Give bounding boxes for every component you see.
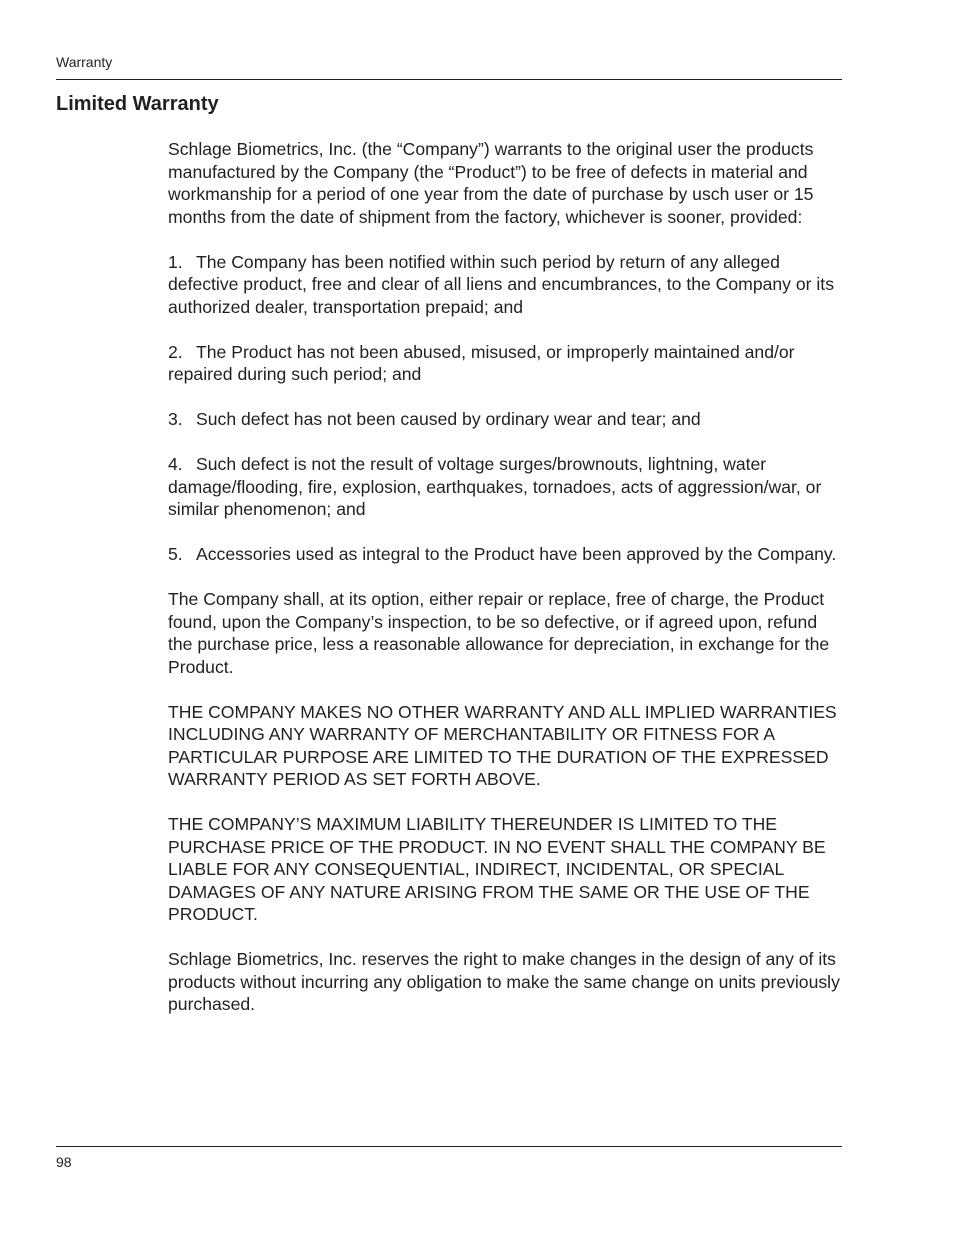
page-number: 98: [56, 1154, 72, 1170]
intro-paragraph: Schlage Biometrics, Inc. (the “Company”) warrants to the original user the products manufactured by the Company (the “Product”) to be free of defects in material and workmanship for a period of one year from the date of purchase by usch user or 15 months from the date of shipment from the factory, whichever is sooner, provided:: [168, 139, 814, 227]
condition-number: 5.: [168, 544, 183, 564]
condition-text: Accessories used as integral to the Product have been approved by the Company.: [196, 544, 837, 564]
header-rule: [56, 79, 842, 80]
condition-item: [168, 341, 844, 386]
condition-item: [168, 251, 844, 319]
condition-item: [168, 543, 844, 566]
condition-text: The Product has not been abused, misused, or improperly maintained and/or repaired during such period; and: [168, 341, 795, 384]
disclaimer-paragraph: THE COMPANY MAKES NO OTHER WARRANTY AND ALL IMPLIED WARRANTIES INCLUDING ANY WARRANTY OF MERCHANTABILITY OR FITNESS FOR A PARTICULAR PURPOSE ARE LIMITED TO THE DURATION OF THE EXPRESSED WARRANTY PERIOD AS SET FORTH ABOVE.: [168, 701, 837, 789]
condition-number: 2.: [168, 341, 183, 362]
condition-number: 1.: [168, 251, 183, 272]
condition-item: [168, 408, 844, 431]
condition-text: Such defect has not been caused by ordinary wear and tear; and: [196, 409, 701, 429]
footer-rule: [56, 1146, 842, 1147]
condition-text: Such defect is not the result of voltage surges/brownouts, lightning, water damage/flooding, fire, explosion, earthquakes, tornadoes, acts of aggression/war, or similar phenomenon; and: [168, 454, 822, 519]
condition-number: 4.: [168, 454, 183, 474]
remedy-paragraph: The Company shall, at its option, either repair or replace, free of charge, the Product found, upon the Company’s inspection, to be so defective, or if agreed upon, refund the purchase price, less a reasonable allowance for depreciation, in exchange for the Product.: [168, 589, 830, 677]
section-title: Limited Warranty: [56, 93, 219, 115]
condition-number: 3.: [168, 409, 183, 429]
liability-paragraph: THE COMPANY’S MAXIMUM LIABILITY THEREUNDER IS LIMITED TO THE PURCHASE PRICE OF THE PRODUCT. IN NO EVENT SHALL THE COMPANY BE LIABLE FOR ANY CONSEQUENTIAL, INDIRECT, INCIDENTAL, OR SPECIAL DAMAGES OF ANY NATURE ARISING FROM THE SAME OR THE USE OF THE PRODUCT.: [168, 814, 826, 924]
running-header: Warranty: [56, 54, 113, 70]
condition-text: The Company has been notified within such period by return of any alleged defective product, free and clear of all liens and encumbrances, to the Company or its authorized dealer, transportation prepaid; and: [168, 251, 834, 317]
warranty-body: [168, 138, 844, 1038]
changes-paragraph: Schlage Biometrics, Inc. reserves the right to make changes in the design of any of its products without incurring any obligation to make the same change on units previously purchased.: [168, 949, 840, 1014]
condition-item: [168, 453, 844, 521]
